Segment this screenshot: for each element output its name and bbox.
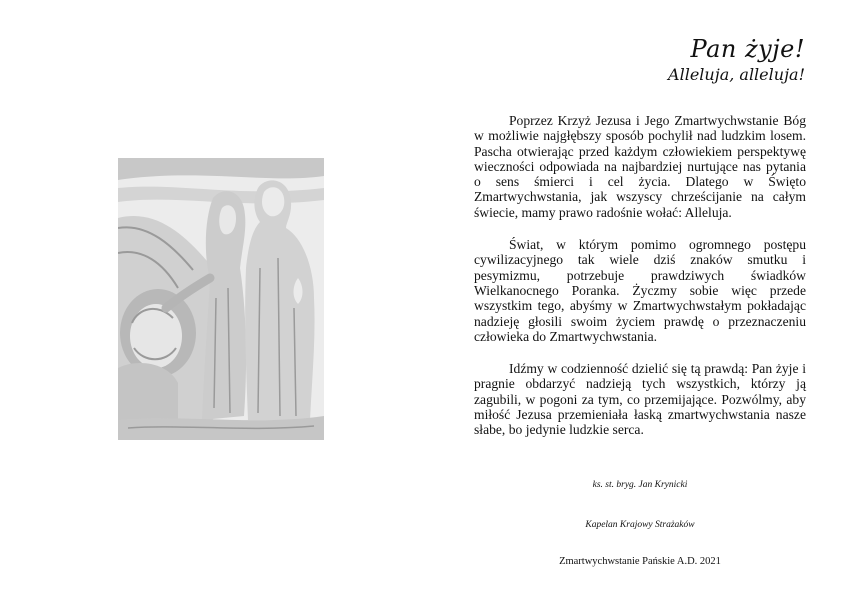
resurrection-woodcut-illustration bbox=[118, 158, 324, 440]
greeting-title: Pan żyje! bbox=[690, 35, 805, 63]
footer-date: Zmartwychwstanie Pańskie A.D. 2021 bbox=[559, 556, 721, 567]
greeting-subtitle: Alleluja, alleluja! bbox=[668, 65, 805, 84]
signature-name: ks. st. bryg. Jan Krynicki bbox=[592, 480, 688, 490]
signature-role: Kapelan Krajowy Strażaków bbox=[585, 520, 695, 530]
woodcut-svg bbox=[118, 158, 324, 440]
paragraph-2: Świat, w którym pomimo ogromnego postępu cywilizacyjnego tak wiele dziś znaków smutku i pesymizmu, potrzebuje prawdziwych świadków Wielkanocnego Poranka. Życzmy sobie więc przede wszystkim tego, abyśmy w Zmartwychwstałym pokładając nadzieję głosili swoim życiem prawdę o przeznaczeniu człowieka do Zmartwychwstania. bbox=[474, 237, 806, 344]
greeting-header bbox=[668, 34, 805, 86]
paragraph-1: Poprzez Krzyż Jezusa i Jego Zmartwychwstanie Bóg w możliwie najgłębszy sposób pochylił nad ludzkim losem. Pascha otwierając przed każdym człowiekiem perspektywę wieczności odpowiada na najbardziej nurtujące nas pytania o sens śmierci i cel życia. Dlatego w Święto Zmartwychwstania, jak wszyscy chrześcijanie na całym świecie, mamy prawo radośnie wołać: Alleluja. bbox=[474, 113, 806, 220]
paragraph-3: Idźmy w codzienność dzielić się tą prawdą: Pan żyje i pragnie obdarzyć nadzieją tych wszystkich, którzy ją zagubili, w pogoni za tym, co przemijające. Pozwólmy, aby miłość Jezusa przemieniała łaską zmartwychwstania nasze słabe, bo jedynie ludzkie serca. bbox=[474, 361, 806, 438]
greeting-body bbox=[474, 113, 806, 455]
